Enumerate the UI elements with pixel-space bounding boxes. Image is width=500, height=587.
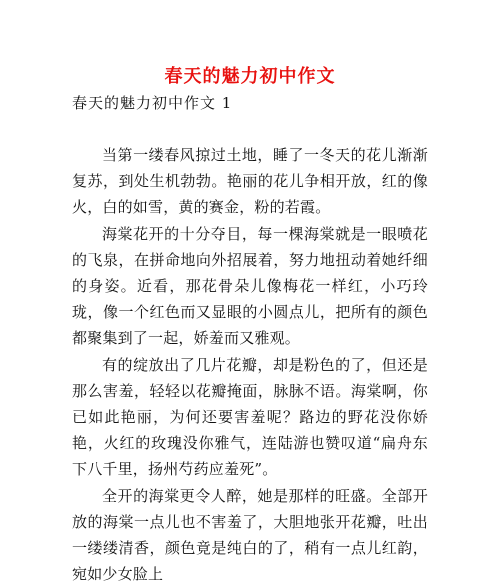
paragraph-2: 海棠花开的十分夺目，每一棵海棠就是一眼喷花的飞泉，在拼命地向外招展着，努力地扭动着她纤细的身姿。近看，那花骨朵儿像梅花一样红，小巧玲珑，像一个红色而又显眼的小圆点儿，把所有的颜色都聚集到了一起，娇羞而又雅观。: [72, 224, 428, 348]
paragraph-1: 当第一缕春风掠过土地，睡了一冬天的花儿渐渐复苏，到处生机勃勃。艳丽的花儿争相开放，红的像火，白的如雪，黄的赛金，粉的若霞。: [72, 146, 428, 217]
paragraph-4: 全开的海棠更令人醉，她是那样的旺盛。全部开放的海棠一点儿也不害羞了，大胆地张开花瓣，吐出一缕缕清香，颜色竟是纯白的了，稍有一点儿红韵，宛如少女脸上: [72, 486, 428, 584]
document-title: 春天的魅力初中作文: [164, 66, 336, 87]
document-subtitle: 春天的魅力初中作文 1: [72, 94, 233, 112]
document-body: [72, 142, 428, 587]
paragraph-3: 有的绽放出了几片花瓣，却是粉色的了，但还是那么害羞，轻轻以花瓣掩面，脉脉不语。海棠啊，你已如此艳丽，为何还要害羞呢？路边的野花没你娇艳，火红的玫瑰没你雅气，连陆游也赞叹道“扁舟东下八千里，扬州芍药应羞死”。: [72, 355, 428, 479]
